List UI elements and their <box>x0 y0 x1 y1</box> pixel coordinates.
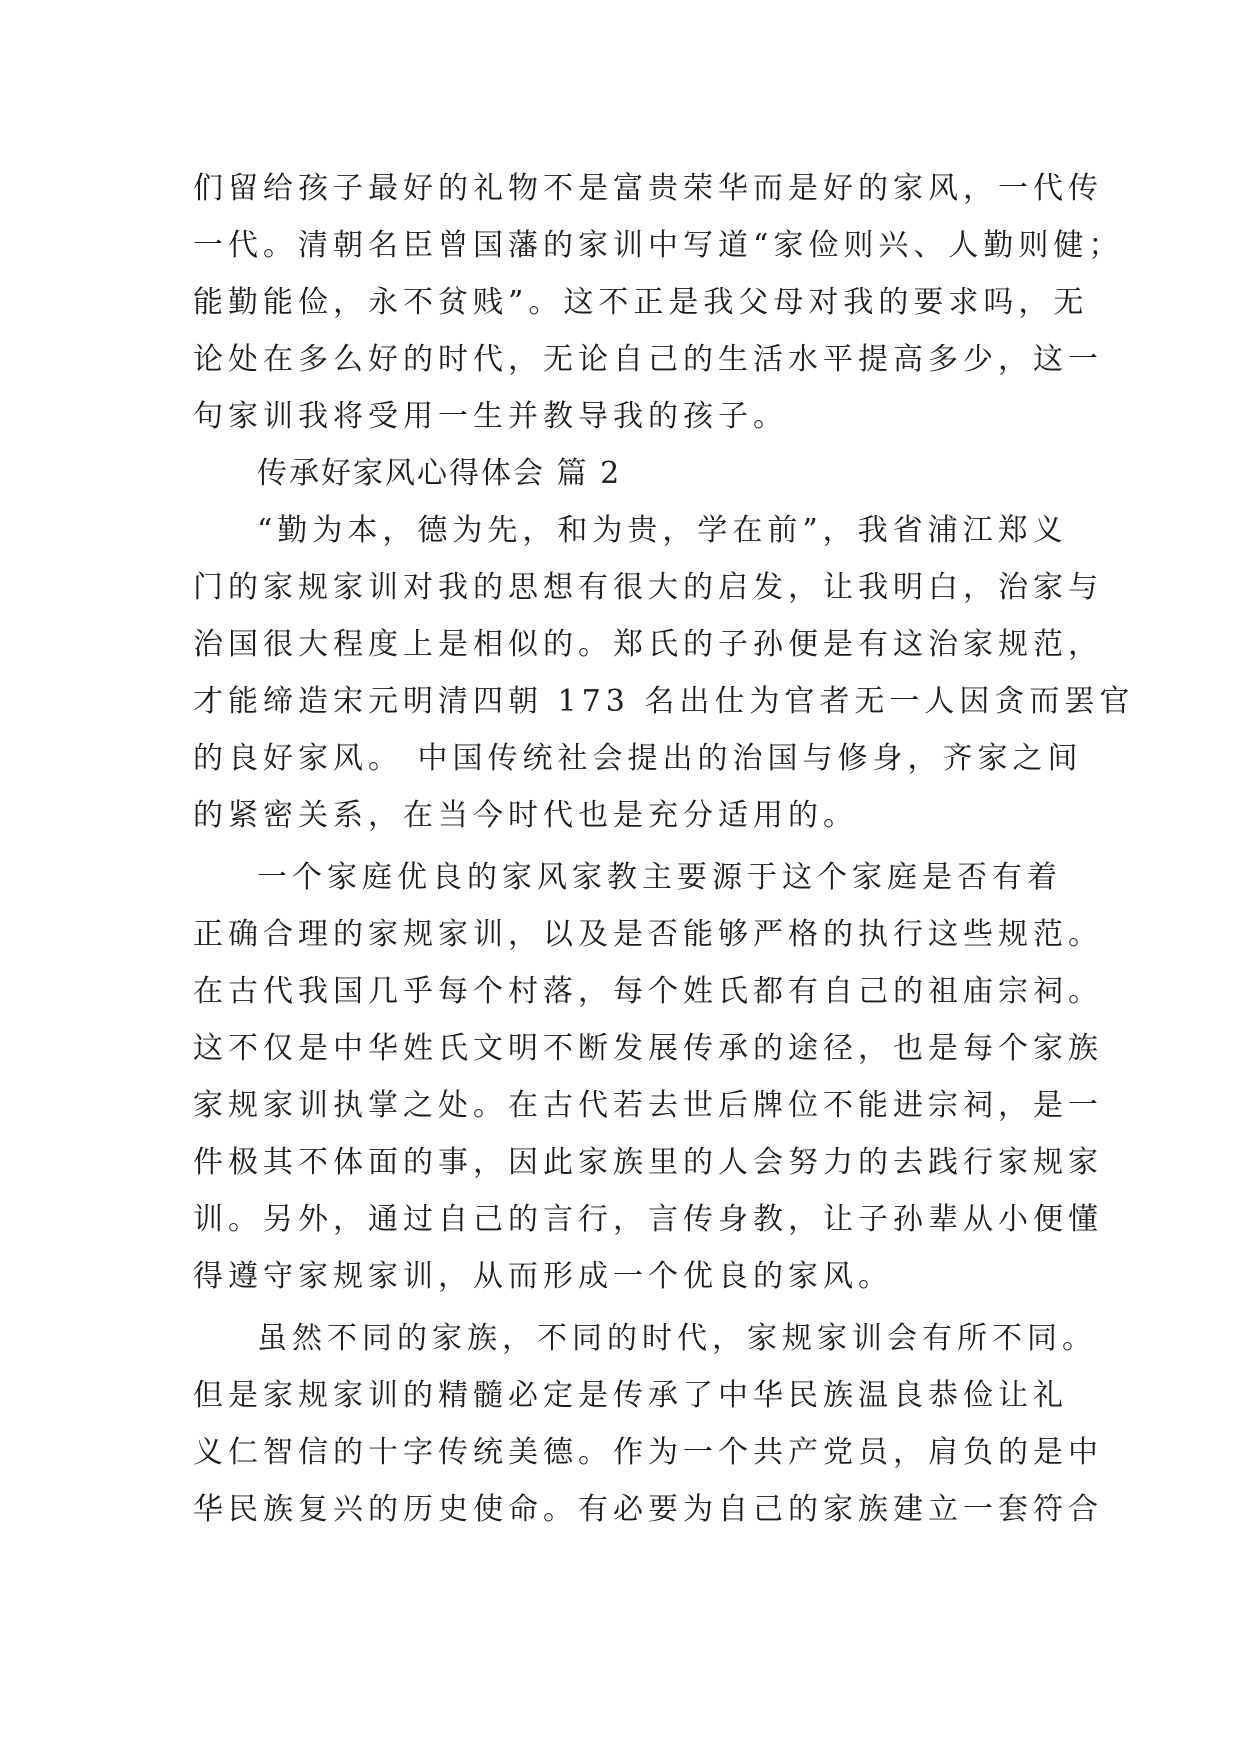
text-line: 治国很大程度上是相似的。郑氏的子孙便是有这治家规范， <box>193 627 1103 662</box>
text-line: 的紧密关系，在当今时代也是充分适用的。 <box>193 798 858 833</box>
text-line: 一个家庭优良的家风家教主要源于这个家庭是否有着 <box>257 860 1062 895</box>
section-heading <box>193 445 1053 502</box>
text-line: 能勤能俭，永不贫贱”。这不正是我父母对我的要求吗，无 <box>193 285 1089 320</box>
text-line: 华民族复兴的历史使命。有必要为自己的家族建立一套符合 <box>193 1492 1103 1527</box>
text-line: 在古代我国几乎每个村落，每个姓氏都有自己的祖庙宗祠。 <box>193 974 1103 1009</box>
text-line: 们留给孩子最好的礼物不是富贵荣华而是好的家风，一代传 <box>193 171 1103 206</box>
text-line: 虽然不同的家族，不同的时代，家规家训会有所不同。 <box>257 1321 1097 1356</box>
text-line: 门的家规家训对我的思想有很大的启发，让我明白，治家与 <box>193 570 1103 605</box>
paragraph-3 <box>193 849 1103 1305</box>
text-line: “勤为本，德为先，和为贵，学在前”，我省浦江郑义 <box>257 513 1068 548</box>
document-body <box>193 160 1135 1538</box>
text-line: 正确合理的家规家训，以及是否能够严格的执行这些规范。 <box>193 917 1103 952</box>
text-line: 的良好家风。 中国传统社会提出的治国与修身，齐家之间 <box>193 741 1083 776</box>
text-line: 得遵守家规家训，从而形成一个优良的家风。 <box>193 1259 893 1294</box>
text-line: 一代。清朝名臣曾国藩的家训中写道“家俭则兴、人勤则健； <box>193 228 1124 263</box>
text-line: 句家训我将受用一生并教导我的孩子。 <box>193 399 788 434</box>
text-line: 义仁智信的十字传统美德。作为一个共产党员，肩负的是中 <box>193 1435 1103 1470</box>
paragraph-2 <box>193 502 1135 844</box>
text-line: 件极其不体面的事，因此家族里的人会努力的去践行家规家 <box>193 1145 1103 1180</box>
paragraph-1 <box>193 160 1124 445</box>
paragraph-4 <box>193 1310 1103 1538</box>
text-line: 但是家规家训的精髓必定是传承了中华民族温良恭俭让礼 <box>193 1378 1068 1413</box>
text-line: 训。另外，通过自己的言行，言传身教，让子孙辈从小便懂 <box>193 1202 1103 1237</box>
section-title: 传承好家风心得体会 篇 2 <box>257 456 622 491</box>
text-line: 这不仅是中华姓氏文明不断发展传承的途径，也是每个家族 <box>193 1031 1103 1066</box>
text-line: 论处在多么好的时代，无论自己的生活水平提高多少，这一 <box>193 342 1103 377</box>
text-line: 才能缔造宋元明清四朝 173 名出仕为官者无一人因贪而罢官 <box>193 684 1135 719</box>
text-line: 家规家训执掌之处。在古代若去世后牌位不能进宗祠，是一 <box>193 1088 1103 1123</box>
